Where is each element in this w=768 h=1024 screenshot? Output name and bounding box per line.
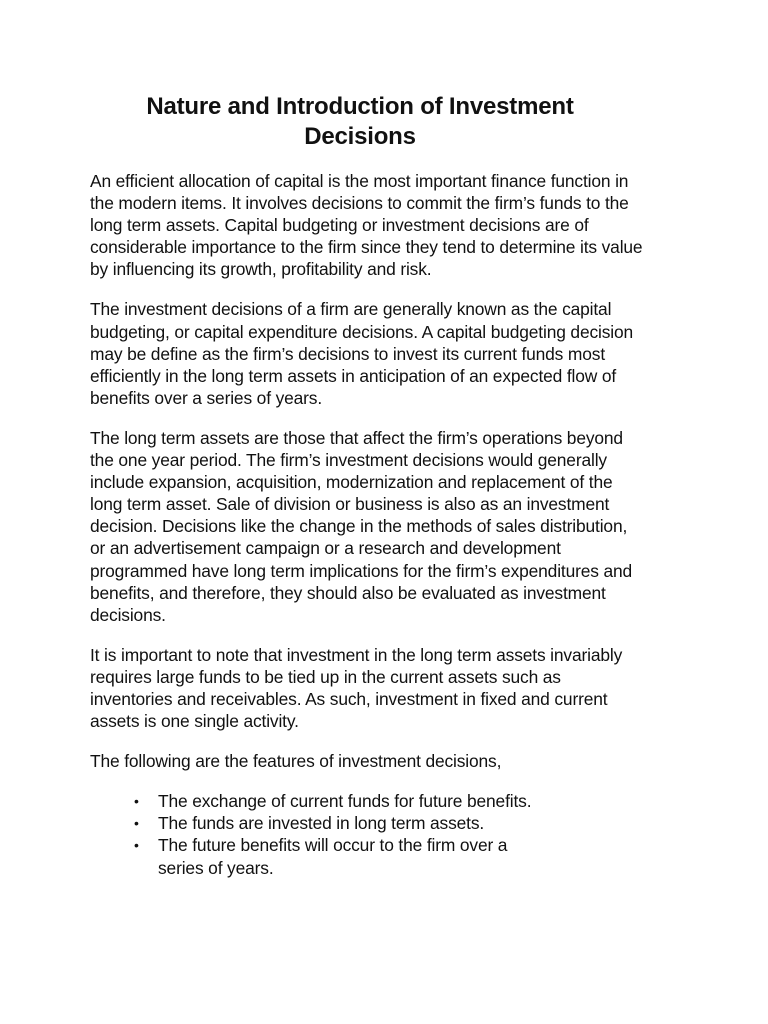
text-line: long term assets. Capital budgeting or investment decisions are of xyxy=(90,215,589,236)
paragraph xyxy=(90,298,720,408)
text-line: the modern items. It involves decisions to commit the firm’s funds to the xyxy=(90,193,629,214)
text-line: budgeting, or capital expenditure decisions. A capital budgeting decision xyxy=(90,321,634,342)
text-line: considerable importance to the firm since they tend to determine its value xyxy=(90,237,643,258)
paragraph xyxy=(90,750,720,772)
bullet-icon: • xyxy=(134,815,139,832)
page-title xyxy=(90,92,630,152)
title-line: Decisions xyxy=(304,123,416,150)
list-item xyxy=(130,812,720,834)
paragraph xyxy=(90,644,720,732)
list-item-text: series of years. xyxy=(158,857,274,878)
paragraph xyxy=(90,427,720,626)
text-line: the one year period. The firm’s investment decisions would generally xyxy=(90,450,607,471)
list-item-text: The funds are invested in long term assets. xyxy=(158,813,485,834)
text-line: The investment decisions of a firm are generally known as the capital xyxy=(90,299,612,320)
title-line: Nature and Introduction of Investment xyxy=(146,93,574,120)
text-line: or an advertisement campaign or a research and development xyxy=(90,538,561,559)
text-line: benefits, and therefore, they should also be evaluated as investment xyxy=(90,582,606,603)
text-line: by influencing its growth, profitability and risk. xyxy=(90,259,432,280)
list-item-text: The future benefits will occur to the firm over a xyxy=(158,835,508,856)
list-item xyxy=(130,834,720,878)
bullet-icon: • xyxy=(134,793,139,810)
document-body xyxy=(90,170,720,879)
text-line: efficiently in the long term assets in anticipation of an expected flow of xyxy=(90,365,617,386)
list-item xyxy=(130,790,720,812)
text-line: decision. Decisions like the change in the methods of sales distribution, xyxy=(90,516,628,537)
text-line: The following are the features of investment decisions, xyxy=(90,751,502,772)
text-line: programmed have long term implications for the firm’s expenditures and xyxy=(90,560,633,581)
bullet-icon: • xyxy=(134,837,139,854)
text-line: assets is one single activity. xyxy=(90,711,299,732)
text-line: long term asset. Sale of division or business is also as an investment xyxy=(90,494,610,515)
paragraph xyxy=(90,170,720,280)
text-line: It is important to note that investment in the long term assets invariably xyxy=(90,644,623,665)
text-line: benefits over a series of years. xyxy=(90,387,323,408)
features-list xyxy=(90,790,720,878)
list-item-text: The exchange of current funds for future benefits. xyxy=(158,791,532,812)
text-line: include expansion, acquisition, modernization and replacement of the xyxy=(90,472,613,493)
text-line: inventories and receivables. As such, investment in fixed and current xyxy=(90,688,608,709)
text-line: An efficient allocation of capital is the most important finance function in xyxy=(90,171,629,191)
text-line: The long term assets are those that affect the firm’s operations beyond xyxy=(90,427,623,448)
text-line: requires large funds to be tied up in the current assets such as xyxy=(90,666,561,687)
text-line: decisions. xyxy=(90,604,166,625)
text-line: may be define as the firm’s decisions to invest its current funds most xyxy=(90,343,605,364)
